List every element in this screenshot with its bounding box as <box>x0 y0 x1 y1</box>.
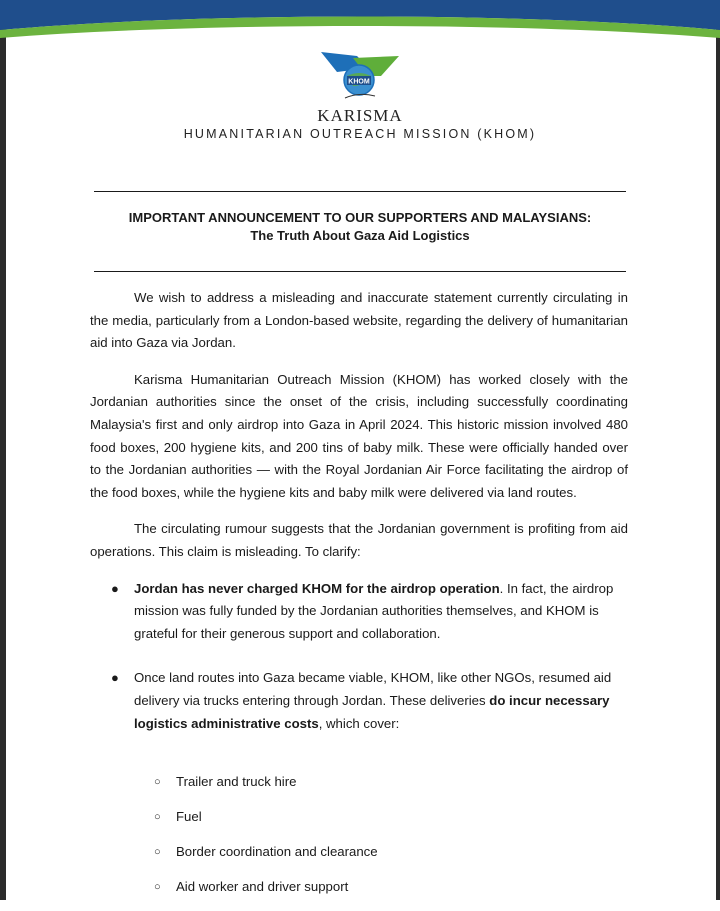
history-paragraph: Karisma Humanitarian Outreach Mission (KHOM) has worked closely with the Jordanian authorities since the onset of the crisis, including successfully coordinating Malaysia's first and only airdrop into Gaza in April 2024. This historic mission involved 480 food boxes, 200 hygiene kits, and 200 tins of baby milk. These were officially handed over to the Jordanian authorities — with the Royal Jordanian Air Force facilitating the airdrop of the food boxes, while the hygiene kits and baby milk were delivered via land routes. <box>90 371 628 500</box>
heading-rule-top <box>94 191 626 192</box>
letterhead-band <box>0 0 720 42</box>
list-item <box>90 806 628 841</box>
bullet-text: . In fact, the airdrop mission was fully funded by the Jordanian authorities themselves, and KHOM is grateful for their generous support and collaboration. <box>134 580 614 641</box>
bullet-dot-icon: ● <box>111 670 119 686</box>
hollow-bullet-icon: ○ <box>154 846 161 859</box>
list-item <box>90 876 628 911</box>
announcement-heading <box>90 209 630 245</box>
emblem-text: KHOM <box>348 78 370 86</box>
bullet-dot-icon: ● <box>111 580 119 596</box>
hollow-bullet-icon: ○ <box>154 811 161 824</box>
list-item <box>90 771 628 806</box>
intro-paragraph: We wish to address a misleading and inaccurate statement currently circulating in the media, particularly from a London-based website, regarding the delivery of humanitarian aid into Gaza via Jordan. <box>90 290 628 351</box>
announcement-body <box>90 287 628 911</box>
brand-name: KARISMA <box>317 106 403 125</box>
cost-item-label: Border coordination and clearance <box>176 844 378 860</box>
bullet-bold-text: do incur necessary logistics administrative costs <box>134 692 610 731</box>
cost-item-label: Trailer and truck hire <box>176 774 297 790</box>
heading-rule-bottom <box>94 271 626 272</box>
list-item <box>90 578 628 646</box>
bullet-text: , which cover: <box>318 715 400 731</box>
heading-line-2: The Truth About Gaza Aid Logistics <box>250 228 470 243</box>
khom-emblem-icon <box>317 46 403 104</box>
brand-subtitle: HUMANITARIAN OUTREACH MISSION (KHOM) <box>183 127 537 141</box>
bullet-bold-text: Jordan has never charged KHOM for the airdrop operation <box>134 580 500 596</box>
cost-item-label: Fuel <box>176 809 202 825</box>
letterhead-logo-block <box>0 46 720 141</box>
logistics-costs-list <box>90 771 628 911</box>
hollow-bullet-icon: ○ <box>154 881 161 894</box>
clarify-paragraph: The circulating rumour suggests that the Jordanian government is profiting from aid operations. This claim is misleading. To clarify: <box>90 521 628 559</box>
list-item <box>90 667 628 735</box>
list-item <box>90 841 628 876</box>
hollow-bullet-icon: ○ <box>154 776 161 789</box>
clarification-list <box>90 578 628 736</box>
heading-line-1: IMPORTANT ANNOUNCEMENT TO OUR SUPPORTERS AND MALAYSIANS: <box>128 210 592 225</box>
cost-item-label: Aid worker and driver support <box>176 879 349 895</box>
bullet-text: Once land routes into Gaza became viable, KHOM, like other NGOs, resumed aid delivery via trucks entering through Jordan. These deliveries <box>134 670 612 708</box>
